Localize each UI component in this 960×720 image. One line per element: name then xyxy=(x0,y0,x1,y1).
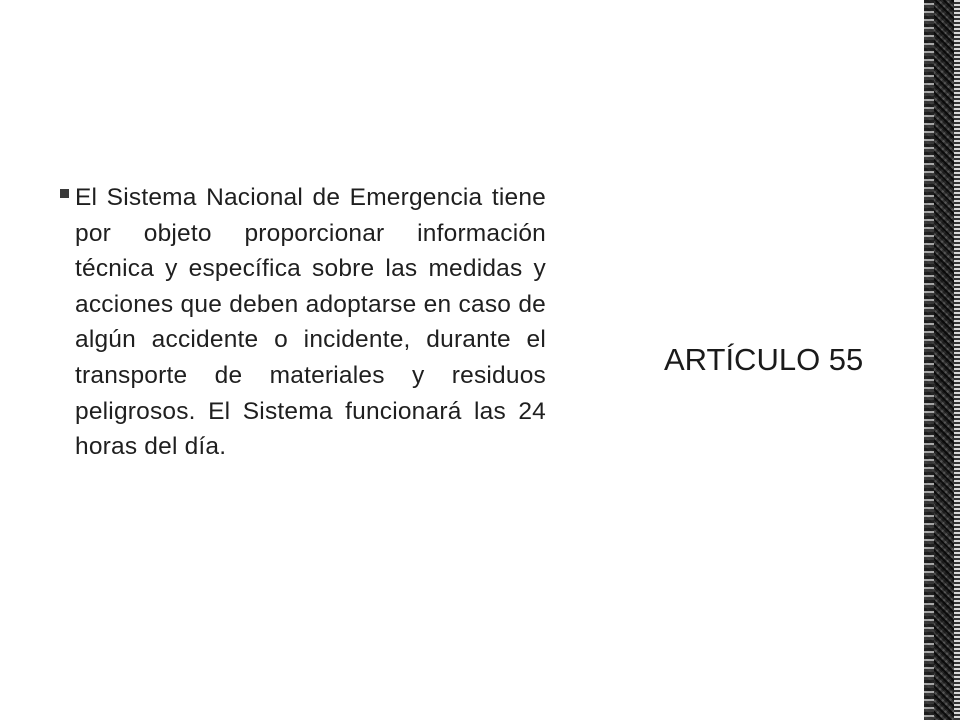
article-title: ARTÍCULO 55 xyxy=(664,342,864,377)
body-paragraph: El Sistema Nacional de Emergencia tiene por objeto proporcionar información técnica y específica sobre las medidas y acciones que deben adoptarse en caso de algún accidente o incidente, durante el transporte de materiales y residuos peligrosos. El Sistema funcionará las 24 horas del día. xyxy=(75,184,546,461)
square-bullet-icon xyxy=(60,189,69,198)
decorative-edge-strip xyxy=(924,0,960,720)
body-text-block xyxy=(60,180,546,465)
